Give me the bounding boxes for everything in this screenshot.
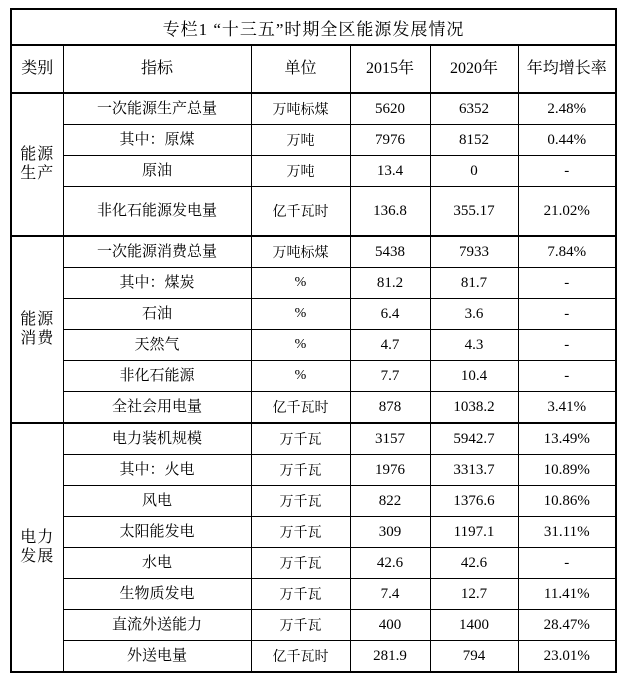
unit-value: % [251,361,350,392]
value-2015: 822 [350,486,430,517]
value-2020: 0 [430,156,518,187]
value-2015: 5620 [350,93,430,125]
table-row [11,548,616,579]
value-growth: 0.44% [518,125,616,156]
value-2015: 13.4 [350,156,430,187]
value-2020: 4.3 [430,330,518,361]
table-row [11,156,616,187]
indicator-label: 风电 [63,486,251,517]
unit-value: 万千瓦 [251,423,350,455]
value-2015: 3157 [350,423,430,455]
indicator-label: 水电 [63,548,251,579]
energy-development-table [10,8,617,673]
indicator-label: 原油 [63,156,251,187]
value-2020: 1376.6 [430,486,518,517]
table-row [11,486,616,517]
table-row [11,517,616,548]
value-2015: 42.6 [350,548,430,579]
table-row [11,330,616,361]
value-2020: 1400 [430,610,518,641]
indicator-label: 生物质发电 [63,579,251,610]
indicator-label: 直流外送能力 [63,610,251,641]
header-growth-rate: 年均增长率 [518,45,616,93]
table-row [11,268,616,299]
indicator-label: 外送电量 [63,641,251,673]
unit-value: 亿千瓦时 [251,641,350,673]
indicator-label: 太阳能发电 [63,517,251,548]
value-2020: 355.17 [430,187,518,237]
table-row [11,423,616,455]
unit-value: % [251,268,350,299]
value-growth: 10.86% [518,486,616,517]
table-row [11,361,616,392]
indicator-label: 其中：煤炭 [63,268,251,299]
unit-value: 万千瓦 [251,579,350,610]
indicator-label: 一次能源消费总量 [63,236,251,268]
value-growth: 23.01% [518,641,616,673]
value-2015: 878 [350,392,430,424]
header-category: 类别 [11,45,63,93]
unit-value: 亿千瓦时 [251,187,350,237]
value-2015: 4.7 [350,330,430,361]
indicator-label: 一次能源生产总量 [63,93,251,125]
value-2015: 7.7 [350,361,430,392]
value-2015: 5438 [350,236,430,268]
unit-value: 万吨标煤 [251,93,350,125]
value-growth: 28.47% [518,610,616,641]
unit-value: 万吨 [251,125,350,156]
indicator-label: 天然气 [63,330,251,361]
header-unit: 单位 [251,45,350,93]
header-indicator: 指标 [63,45,251,93]
value-growth: 7.84% [518,236,616,268]
unit-value: 万吨 [251,156,350,187]
value-2020: 81.7 [430,268,518,299]
value-growth: 21.02% [518,187,616,237]
value-2020: 794 [430,641,518,673]
value-2015: 281.9 [350,641,430,673]
value-2020: 3.6 [430,299,518,330]
value-2015: 81.2 [350,268,430,299]
header-year-2015: 2015年 [350,45,430,93]
value-2020: 7933 [430,236,518,268]
value-2020: 10.4 [430,361,518,392]
table-row [11,641,616,673]
value-growth: 31.11% [518,517,616,548]
unit-value: 万千瓦 [251,517,350,548]
indicator-label: 非化石能源 [63,361,251,392]
table-row [11,392,616,424]
category-label-power-development: 电力发展 [11,423,63,672]
value-growth: - [518,361,616,392]
value-2015: 136.8 [350,187,430,237]
table-title: 专栏1 “十三五”时期全区能源发展情况 [11,9,616,45]
value-growth: - [518,548,616,579]
unit-value: 万千瓦 [251,548,350,579]
header-year-2020: 2020年 [430,45,518,93]
value-2015: 309 [350,517,430,548]
value-growth: 3.41% [518,392,616,424]
value-growth: - [518,299,616,330]
value-growth: 11.41% [518,579,616,610]
unit-value: % [251,330,350,361]
value-2020: 8152 [430,125,518,156]
value-growth: - [518,330,616,361]
value-2020: 6352 [430,93,518,125]
unit-value: 万千瓦 [251,455,350,486]
unit-value: 万千瓦 [251,486,350,517]
table-row [11,236,616,268]
value-2020: 5942.7 [430,423,518,455]
value-2020: 3313.7 [430,455,518,486]
indicator-label: 非化石能源发电量 [63,187,251,237]
table-title-row [11,9,616,45]
value-2020: 1038.2 [430,392,518,424]
value-2015: 6.4 [350,299,430,330]
value-2015: 7976 [350,125,430,156]
value-growth: 10.89% [518,455,616,486]
unit-value: % [251,299,350,330]
value-2015: 7.4 [350,579,430,610]
category-label-energy-production: 能源生产 [11,93,63,236]
value-growth: - [518,156,616,187]
indicator-label: 全社会用电量 [63,392,251,424]
table-row [11,610,616,641]
value-2020: 42.6 [430,548,518,579]
table-row [11,455,616,486]
value-growth: 2.48% [518,93,616,125]
value-growth: 13.49% [518,423,616,455]
table-row [11,93,616,125]
unit-value: 亿千瓦时 [251,392,350,424]
table-row [11,299,616,330]
indicator-label: 其中：火电 [63,455,251,486]
value-2020: 1197.1 [430,517,518,548]
category-label-energy-consumption: 能源消费 [11,236,63,423]
table-row [11,579,616,610]
indicator-label: 电力装机规模 [63,423,251,455]
indicator-label: 其中：原煤 [63,125,251,156]
table-row [11,125,616,156]
value-2015: 400 [350,610,430,641]
value-growth: - [518,268,616,299]
indicator-label: 石油 [63,299,251,330]
unit-value: 万千瓦 [251,610,350,641]
value-2020: 12.7 [430,579,518,610]
unit-value: 万吨标煤 [251,236,350,268]
table-row [11,187,616,237]
table-header-row [11,45,616,93]
value-2015: 1976 [350,455,430,486]
